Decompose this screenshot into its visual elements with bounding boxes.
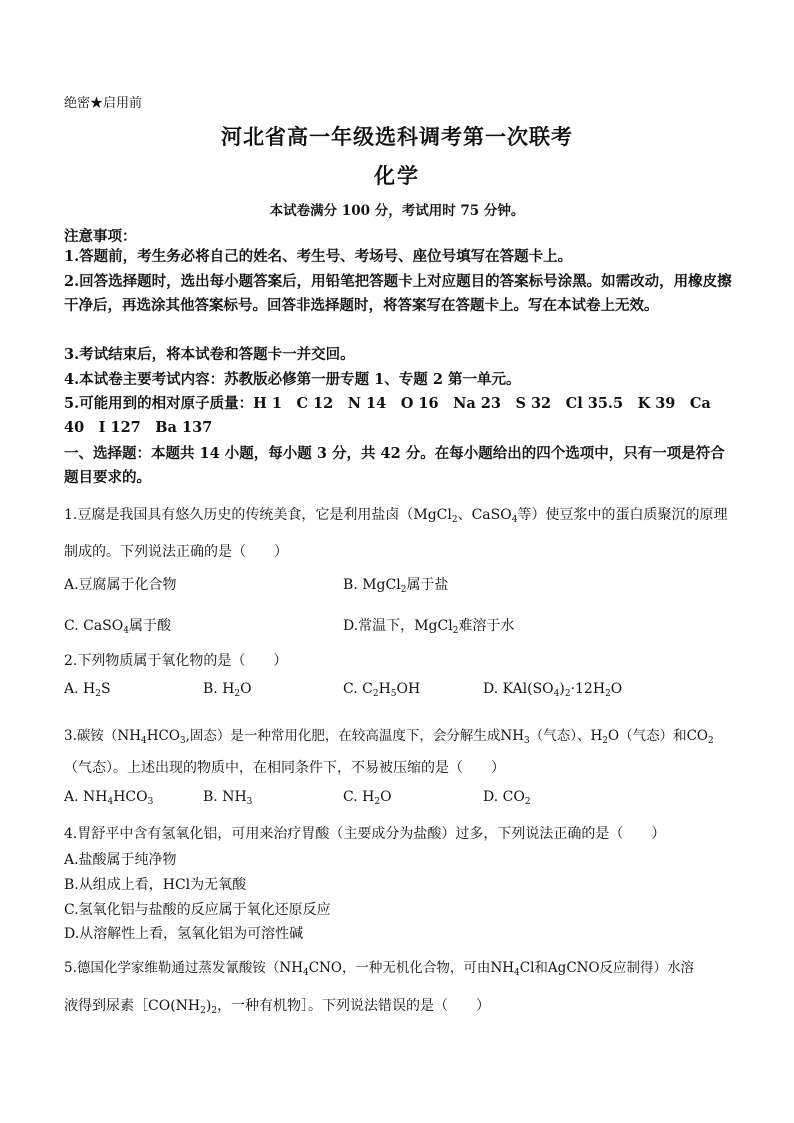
q2-option-b: B. $H_2O$	[203, 681, 252, 699]
note-item: 2.回答选择题时，选出每小题答案后，用铅笔把答题卡上对应题目的答案标号涂黑。如需改动，用橡皮擦干净后，再选涂其他答案标号。回答非选择题时，将答案写在答题卡上。写在本试卷上无效。	[64, 273, 732, 314]
q1-option-c: C. CaSO$_4$属于酸	[64, 618, 171, 636]
q4-option-d: D.从溶解性上看，氢氧化铝为可溶性碱	[64, 926, 304, 942]
note-item: 3.考试结束后，将本试卷和答题卡一并交回。	[64, 346, 355, 363]
q1-option-b: B. MgCl$_2$属于盐	[343, 577, 449, 595]
section-heading: 一、选择题：本题共 14 小题，每小题 3 分，共 42 分。在每小题给出的四个选项中，只有一项是符合题目要求的。	[64, 445, 725, 486]
question-5-stem: 5.德国化学家维勒通过蒸发氰酸铵（$NH_4CNO$，一种无机化合物，可由$NH_4Cl$和AgCNO反应制得）水溶	[64, 960, 695, 978]
question-3-stem-line2: （气态）。上述出现的物质中，在相同条件下，不易被压缩的是（ ）	[64, 760, 505, 776]
q4-option-c: C.氢氧化铝与盐酸的反应属于氧化还原反应	[64, 902, 331, 918]
subject-title: 化学	[374, 163, 420, 188]
note-item: 1.答题前，考生务必将自己的姓名、考生号、考场号、座位号填写在答题卡上。	[64, 248, 573, 265]
note-item: 4.本试卷主要考试内容：苏教版必修第一册专题 1、专题 2 第一单元。	[64, 371, 521, 388]
q3-option-d: D. $CO_2$	[483, 789, 531, 807]
exam-title: 河北省高一年级选科调考第一次联考	[221, 124, 573, 149]
question-2-stem: 2.下列物质属于氧化物的是（ ）	[64, 653, 288, 669]
q4-option-b: B.从组成上看，HCl为无氧酸	[64, 877, 247, 893]
q1-option-d: D.常温下，MgCl$_2$难溶于水	[343, 618, 515, 636]
question-5-stem-line2: 液得到尿素$[CO(NH_2)_2$，一种有机物］。下列说法错误的是（ ）	[64, 998, 491, 1016]
q3-option-b: B. $NH_3$	[203, 789, 253, 807]
secret-label: 绝密★启用前	[64, 96, 143, 111]
question-1-stem-line2: 制成的。下列说法正确的是（ ）	[64, 544, 288, 560]
note-item: 5.可能用到的相对原子质量：H 1 C 12 N 14 O 16 Na 23 S 32 Cl 35.5 K 39 Ca 40 I 127 Ba 137	[64, 395, 711, 436]
question-4-stem: 4.胃舒平中含有氢氧化铝，可用来治疗胃酸（主要成分为盐酸）过多，下列说法正确的是（ ）	[64, 826, 666, 842]
q3-option-c: C. $H_2O$	[343, 789, 392, 807]
q3-option-a: A. $NH_4HCO_3$	[64, 789, 154, 807]
notes-heading: 注意事项：	[64, 228, 137, 245]
question-1-stem: 1.豆腐是我国具有悠久历史的传统美食，它是利用盐卤（MgCl$_2$、CaSO$_4$等）使豆浆中的蛋白质聚沉的原理	[64, 507, 728, 525]
exam-meta: 本试卷满分 100 分，考试用时 75 分钟。	[269, 203, 525, 219]
q2-option-a: A. $H_2S$	[64, 681, 111, 699]
q2-option-c: C. $C_2H_5OH$	[343, 681, 421, 699]
q2-option-d: D. $KAl(SO_4)_2\cdot 12H_2O$	[483, 681, 623, 699]
q4-option-a: A.盐酸属于纯净物	[64, 852, 177, 868]
q1-option-a: A.豆腐属于化合物	[64, 577, 177, 593]
question-3-stem: 3.碳铵（$NH_4HCO_3$,固态）是一种常用化肥，在较高温度下，会分解生成$NH_3$（气态）、$H_2O$（气态）和$CO_2$	[64, 728, 714, 746]
